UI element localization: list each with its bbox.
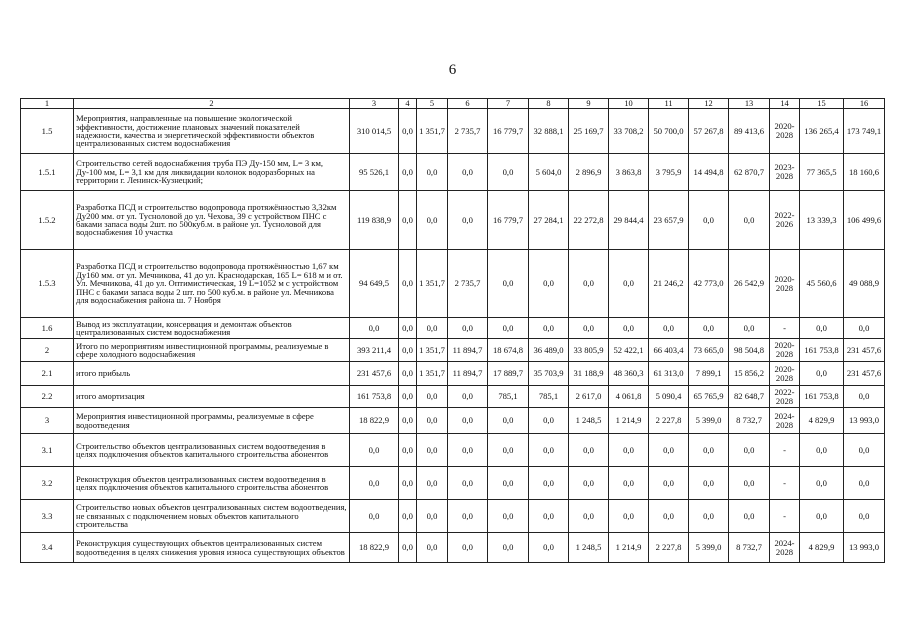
value-cell: 15 856,2 bbox=[729, 362, 770, 386]
value-cell: 0,0 bbox=[417, 500, 448, 533]
value-cell: 0,0 bbox=[800, 434, 844, 467]
table-row bbox=[21, 467, 885, 500]
value-cell: 36 489,0 bbox=[529, 339, 569, 362]
period-cell: 2022-2026 bbox=[770, 191, 800, 250]
value-cell: 231 457,6 bbox=[350, 362, 399, 386]
value-cell: 27 284,1 bbox=[529, 191, 569, 250]
value-cell: 33 708,2 bbox=[609, 109, 649, 154]
value-cell: 0,0 bbox=[399, 408, 417, 434]
value-cell: 3 795,9 bbox=[649, 154, 689, 191]
period-cell: 2022-2028 bbox=[770, 386, 800, 408]
header-row bbox=[21, 99, 885, 109]
value-cell: 0,0 bbox=[448, 500, 488, 533]
row-description-cell: Реконструкция объектов централизованных систем водоотведения в целях подключения объектов капитального строительства абонентов bbox=[74, 467, 350, 500]
value-cell: 785,1 bbox=[529, 386, 569, 408]
value-cell: 0,0 bbox=[417, 467, 448, 500]
value-cell: 33 805,9 bbox=[569, 339, 609, 362]
table-body bbox=[21, 99, 885, 563]
row-number-cell: 1.6 bbox=[21, 318, 74, 339]
header-cell: 2 bbox=[74, 99, 350, 109]
value-cell: 2 617,0 bbox=[569, 386, 609, 408]
value-cell: 52 422,1 bbox=[609, 339, 649, 362]
row-description-cell: Разработка ПСД и строительство водопровода протяжённостью 3,32км Ду200 мм. от ул. Тусноловой до ул. Чехова, 39 с устройством ПНС с баками запаса воды 2шт. по 500куб.м. в районе ул. Тусноловой для водоснабжения 10 участка bbox=[74, 191, 350, 250]
value-cell: 0,0 bbox=[729, 500, 770, 533]
value-cell: 5 399,0 bbox=[689, 408, 729, 434]
period-cell: - bbox=[770, 434, 800, 467]
value-cell: 5 604,0 bbox=[529, 154, 569, 191]
value-cell: 0,0 bbox=[488, 467, 529, 500]
value-cell: 0,0 bbox=[649, 434, 689, 467]
value-cell: 0,0 bbox=[350, 318, 399, 339]
row-description-cell: Разработка ПСД и строительство водопровода протяжённостью 1,67 км Ду160 мм. от ул. Мечникова, 41 до ул. Краснодарская, 165 L= 618 м и от. Ул. Мечникова, 41 до ул. Оптимистическая, 19 L=1052 м с устройством ПНС с баками запаса воды 2 шт. по 500 куб.м. в районе ул. Мечникова для водоснабжения района ш. 7 Ноября bbox=[74, 250, 350, 318]
header-cell: 7 bbox=[488, 99, 529, 109]
header-cell: 5 bbox=[417, 99, 448, 109]
value-cell: 42 773,0 bbox=[689, 250, 729, 318]
value-cell: 11 894,7 bbox=[448, 362, 488, 386]
value-cell: 0,0 bbox=[569, 434, 609, 467]
value-cell: 2 735,7 bbox=[448, 250, 488, 318]
value-cell: 18 822,9 bbox=[350, 408, 399, 434]
value-cell: 77 365,5 bbox=[800, 154, 844, 191]
period-cell: 2023-2028 bbox=[770, 154, 800, 191]
value-cell: 0,0 bbox=[844, 434, 885, 467]
value-cell: 29 844,4 bbox=[609, 191, 649, 250]
value-cell: 0,0 bbox=[844, 318, 885, 339]
page-number: 6 bbox=[448, 62, 457, 78]
value-cell: 0,0 bbox=[529, 467, 569, 500]
value-cell: 0,0 bbox=[448, 434, 488, 467]
value-cell: 119 838,9 bbox=[350, 191, 399, 250]
value-cell: 0,0 bbox=[800, 500, 844, 533]
table-row bbox=[21, 318, 885, 339]
value-cell: 18 674,8 bbox=[488, 339, 529, 362]
value-cell: 35 703,9 bbox=[529, 362, 569, 386]
value-cell: 1 351,7 bbox=[417, 362, 448, 386]
value-cell: 0,0 bbox=[488, 250, 529, 318]
header-cell: 8 bbox=[529, 99, 569, 109]
value-cell: 173 749,1 bbox=[844, 109, 885, 154]
value-cell: 4 829,9 bbox=[800, 533, 844, 563]
period-cell: 2024-2028 bbox=[770, 533, 800, 563]
value-cell: 0,0 bbox=[448, 467, 488, 500]
header-cell: 12 bbox=[689, 99, 729, 109]
value-cell: 0,0 bbox=[399, 362, 417, 386]
value-cell: 0,0 bbox=[689, 467, 729, 500]
row-number-cell: 2 bbox=[21, 339, 74, 362]
value-cell: 2 896,9 bbox=[569, 154, 609, 191]
value-cell: 0,0 bbox=[399, 339, 417, 362]
value-cell: 1 351,7 bbox=[417, 339, 448, 362]
value-cell: 0,0 bbox=[800, 318, 844, 339]
value-cell: 106 499,6 bbox=[844, 191, 885, 250]
value-cell: 0,0 bbox=[689, 500, 729, 533]
row-description-cell: Мероприятия, направленные на повышение экологической эффективности, достижение плановых значений показателей надежности, качества и энергетической эффективности объектов централизованных систем водоснабжения bbox=[74, 109, 350, 154]
value-cell: 11 894,7 bbox=[448, 339, 488, 362]
value-cell: 0,0 bbox=[350, 434, 399, 467]
value-cell: 0,0 bbox=[729, 318, 770, 339]
value-cell: 21 246,2 bbox=[649, 250, 689, 318]
header-cell: 14 bbox=[770, 99, 800, 109]
value-cell: 0,0 bbox=[609, 434, 649, 467]
value-cell: 73 665,0 bbox=[689, 339, 729, 362]
value-cell: 161 753,8 bbox=[800, 339, 844, 362]
row-description-cell: Итого по мероприятиям инвестиционной программы, реализуемые в сфере холодного водоснабжения bbox=[74, 339, 350, 362]
value-cell: 0,0 bbox=[609, 250, 649, 318]
table-row bbox=[21, 154, 885, 191]
value-cell: 0,0 bbox=[529, 533, 569, 563]
value-cell: 0,0 bbox=[417, 191, 448, 250]
value-cell: 7 899,1 bbox=[689, 362, 729, 386]
value-cell: 0,0 bbox=[529, 408, 569, 434]
period-cell: 2020-2028 bbox=[770, 362, 800, 386]
value-cell: 65 765,9 bbox=[689, 386, 729, 408]
value-cell: 1 351,7 bbox=[417, 250, 448, 318]
value-cell: 0,0 bbox=[609, 318, 649, 339]
value-cell: 0,0 bbox=[448, 386, 488, 408]
table-row bbox=[21, 250, 885, 318]
header-cell: 10 bbox=[609, 99, 649, 109]
value-cell: 95 526,1 bbox=[350, 154, 399, 191]
value-cell: 0,0 bbox=[448, 408, 488, 434]
value-cell: 0,0 bbox=[350, 500, 399, 533]
value-cell: 2 227,8 bbox=[649, 533, 689, 563]
header-cell: 6 bbox=[448, 99, 488, 109]
value-cell: 1 248,5 bbox=[569, 533, 609, 563]
value-cell: 0,0 bbox=[609, 500, 649, 533]
value-cell: 8 732,7 bbox=[729, 533, 770, 563]
value-cell: 0,0 bbox=[800, 467, 844, 500]
value-cell: 0,0 bbox=[729, 467, 770, 500]
value-cell: 49 088,9 bbox=[844, 250, 885, 318]
value-cell: 0,0 bbox=[417, 434, 448, 467]
value-cell: 0,0 bbox=[569, 500, 609, 533]
row-number-cell: 3.3 bbox=[21, 500, 74, 533]
value-cell: 0,0 bbox=[488, 318, 529, 339]
value-cell: 0,0 bbox=[399, 467, 417, 500]
value-cell: 0,0 bbox=[399, 434, 417, 467]
table-row bbox=[21, 533, 885, 563]
period-cell: - bbox=[770, 318, 800, 339]
value-cell: 98 504,8 bbox=[729, 339, 770, 362]
table-row bbox=[21, 339, 885, 362]
value-cell: 785,1 bbox=[488, 386, 529, 408]
value-cell: 0,0 bbox=[689, 318, 729, 339]
value-cell: 0,0 bbox=[488, 500, 529, 533]
value-cell: 0,0 bbox=[417, 318, 448, 339]
row-description-cell: Строительство сетей водоснабжения труба ПЭ Ду-150 мм, L= 3 км, Ду-100 мм, L= 3,1 км для ликвидации колонок водоразборных на территории г. Ленинск-Кузнецкий; bbox=[74, 154, 350, 191]
value-cell: 0,0 bbox=[689, 191, 729, 250]
value-cell: 0,0 bbox=[649, 500, 689, 533]
value-cell: 0,0 bbox=[417, 408, 448, 434]
value-cell: 0,0 bbox=[729, 434, 770, 467]
value-cell: 3 863,8 bbox=[609, 154, 649, 191]
value-cell: 14 494,8 bbox=[689, 154, 729, 191]
value-cell: 0,0 bbox=[729, 191, 770, 250]
value-cell: 26 542,9 bbox=[729, 250, 770, 318]
row-number-cell: 1.5 bbox=[21, 109, 74, 154]
value-cell: 161 753,8 bbox=[350, 386, 399, 408]
row-description-cell: итого прибыль bbox=[74, 362, 350, 386]
value-cell: 57 267,8 bbox=[689, 109, 729, 154]
header-cell: 15 bbox=[800, 99, 844, 109]
header-cell: 9 bbox=[569, 99, 609, 109]
table-row bbox=[21, 500, 885, 533]
header-cell: 4 bbox=[399, 99, 417, 109]
row-number-cell: 3.1 bbox=[21, 434, 74, 467]
row-description-cell: Реконструкция существующих объектов централизованных систем водоотведения в целях снижения уровня износа существующих объектов bbox=[74, 533, 350, 563]
header-cell: 1 bbox=[21, 99, 74, 109]
value-cell: 231 457,6 bbox=[844, 362, 885, 386]
value-cell: 0,0 bbox=[417, 533, 448, 563]
value-cell: 61 313,0 bbox=[649, 362, 689, 386]
value-cell: 13 993,0 bbox=[844, 408, 885, 434]
value-cell: 393 211,4 bbox=[350, 339, 399, 362]
row-number-cell: 3.2 bbox=[21, 467, 74, 500]
value-cell: 231 457,6 bbox=[844, 339, 885, 362]
value-cell: 1 248,5 bbox=[569, 408, 609, 434]
value-cell: 0,0 bbox=[350, 467, 399, 500]
value-cell: 0,0 bbox=[529, 500, 569, 533]
value-cell: 13 339,3 bbox=[800, 191, 844, 250]
value-cell: 0,0 bbox=[569, 250, 609, 318]
value-cell: 0,0 bbox=[569, 318, 609, 339]
value-cell: 0,0 bbox=[800, 362, 844, 386]
value-cell: 62 870,7 bbox=[729, 154, 770, 191]
value-cell: 0,0 bbox=[844, 500, 885, 533]
period-cell: - bbox=[770, 467, 800, 500]
value-cell: 5 090,4 bbox=[649, 386, 689, 408]
row-number-cell: 1.5.2 bbox=[21, 191, 74, 250]
value-cell: 45 560,6 bbox=[800, 250, 844, 318]
row-description-cell: Вывод из эксплуатации, консервация и демонтаж объектов централизованных систем водоснабжения bbox=[74, 318, 350, 339]
period-cell: 2024-2028 bbox=[770, 408, 800, 434]
value-cell: 22 272,8 bbox=[569, 191, 609, 250]
value-cell: 0,0 bbox=[399, 500, 417, 533]
value-cell: 0,0 bbox=[399, 533, 417, 563]
value-cell: 18 160,6 bbox=[844, 154, 885, 191]
value-cell: 4 829,9 bbox=[800, 408, 844, 434]
value-cell: 0,0 bbox=[417, 386, 448, 408]
row-number-cell: 3.4 bbox=[21, 533, 74, 563]
value-cell: 18 822,9 bbox=[350, 533, 399, 563]
table-row bbox=[21, 408, 885, 434]
value-cell: 0,0 bbox=[529, 318, 569, 339]
value-cell: 23 657,9 bbox=[649, 191, 689, 250]
value-cell: 5 399,0 bbox=[689, 533, 729, 563]
table-row bbox=[21, 191, 885, 250]
table-row bbox=[21, 434, 885, 467]
value-cell: 0,0 bbox=[399, 191, 417, 250]
value-cell: 0,0 bbox=[689, 434, 729, 467]
value-cell: 2 227,8 bbox=[649, 408, 689, 434]
header-cell: 3 bbox=[350, 99, 399, 109]
value-cell: 0,0 bbox=[417, 154, 448, 191]
value-cell: 0,0 bbox=[649, 318, 689, 339]
row-description-cell: Мероприятия инвестиционной программы, реализуемые в сфере водоотведения bbox=[74, 408, 350, 434]
header-cell: 16 bbox=[844, 99, 885, 109]
row-description-cell: Строительство новых объектов централизованных систем водоотведения, не связанных с подключением новых объектов капитального строительства bbox=[74, 500, 350, 533]
value-cell: 66 403,4 bbox=[649, 339, 689, 362]
value-cell: 0,0 bbox=[448, 191, 488, 250]
value-cell: 0,0 bbox=[488, 434, 529, 467]
header-cell: 11 bbox=[649, 99, 689, 109]
value-cell: 0,0 bbox=[844, 386, 885, 408]
value-cell: 0,0 bbox=[488, 154, 529, 191]
value-cell: 0,0 bbox=[609, 467, 649, 500]
value-cell: 0,0 bbox=[399, 154, 417, 191]
value-cell: 25 169,7 bbox=[569, 109, 609, 154]
value-cell: 2 735,7 bbox=[448, 109, 488, 154]
value-cell: 1 214,9 bbox=[609, 533, 649, 563]
row-number-cell: 3 bbox=[21, 408, 74, 434]
value-cell: 0,0 bbox=[448, 318, 488, 339]
value-cell: 82 648,7 bbox=[729, 386, 770, 408]
value-cell: 4 061,8 bbox=[609, 386, 649, 408]
value-cell: 32 888,1 bbox=[529, 109, 569, 154]
value-cell: 48 360,3 bbox=[609, 362, 649, 386]
value-cell: 310 014,5 bbox=[350, 109, 399, 154]
value-cell: 0,0 bbox=[649, 467, 689, 500]
table-row bbox=[21, 362, 885, 386]
period-cell: 2020-2028 bbox=[770, 339, 800, 362]
value-cell: 0,0 bbox=[529, 434, 569, 467]
period-cell: 2020-2028 bbox=[770, 109, 800, 154]
value-cell: 0,0 bbox=[844, 467, 885, 500]
value-cell: 94 649,5 bbox=[350, 250, 399, 318]
value-cell: 17 889,7 bbox=[488, 362, 529, 386]
value-cell: 89 413,6 bbox=[729, 109, 770, 154]
value-cell: 0,0 bbox=[488, 408, 529, 434]
row-number-cell: 2.1 bbox=[21, 362, 74, 386]
row-description-cell: Строительство объектов централизованных систем водоотведения в целях подключения объектов капитального строительства абонентов bbox=[74, 434, 350, 467]
row-number-cell: 2.2 bbox=[21, 386, 74, 408]
row-number-cell: 1.5.3 bbox=[21, 250, 74, 318]
value-cell: 0,0 bbox=[399, 318, 417, 339]
value-cell: 0,0 bbox=[448, 533, 488, 563]
investment-table bbox=[20, 98, 885, 563]
value-cell: 0,0 bbox=[399, 109, 417, 154]
value-cell: 161 753,8 bbox=[800, 386, 844, 408]
row-number-cell: 1.5.1 bbox=[21, 154, 74, 191]
value-cell: 0,0 bbox=[399, 386, 417, 408]
header-cell: 13 bbox=[729, 99, 770, 109]
row-description-cell: итого амортизация bbox=[74, 386, 350, 408]
value-cell: 1 351,7 bbox=[417, 109, 448, 154]
value-cell: 31 188,9 bbox=[569, 362, 609, 386]
table-row bbox=[21, 386, 885, 408]
value-cell: 0,0 bbox=[569, 467, 609, 500]
value-cell: 16 779,7 bbox=[488, 109, 529, 154]
period-cell: - bbox=[770, 500, 800, 533]
value-cell: 16 779,7 bbox=[488, 191, 529, 250]
value-cell: 50 700,0 bbox=[649, 109, 689, 154]
value-cell: 0,0 bbox=[488, 533, 529, 563]
value-cell: 0,0 bbox=[448, 154, 488, 191]
value-cell: 136 265,4 bbox=[800, 109, 844, 154]
value-cell: 13 993,0 bbox=[844, 533, 885, 563]
period-cell: 2020-2028 bbox=[770, 250, 800, 318]
table-row bbox=[21, 109, 885, 154]
value-cell: 8 732,7 bbox=[729, 408, 770, 434]
value-cell: 0,0 bbox=[529, 250, 569, 318]
value-cell: 0,0 bbox=[399, 250, 417, 318]
value-cell: 1 214,9 bbox=[609, 408, 649, 434]
